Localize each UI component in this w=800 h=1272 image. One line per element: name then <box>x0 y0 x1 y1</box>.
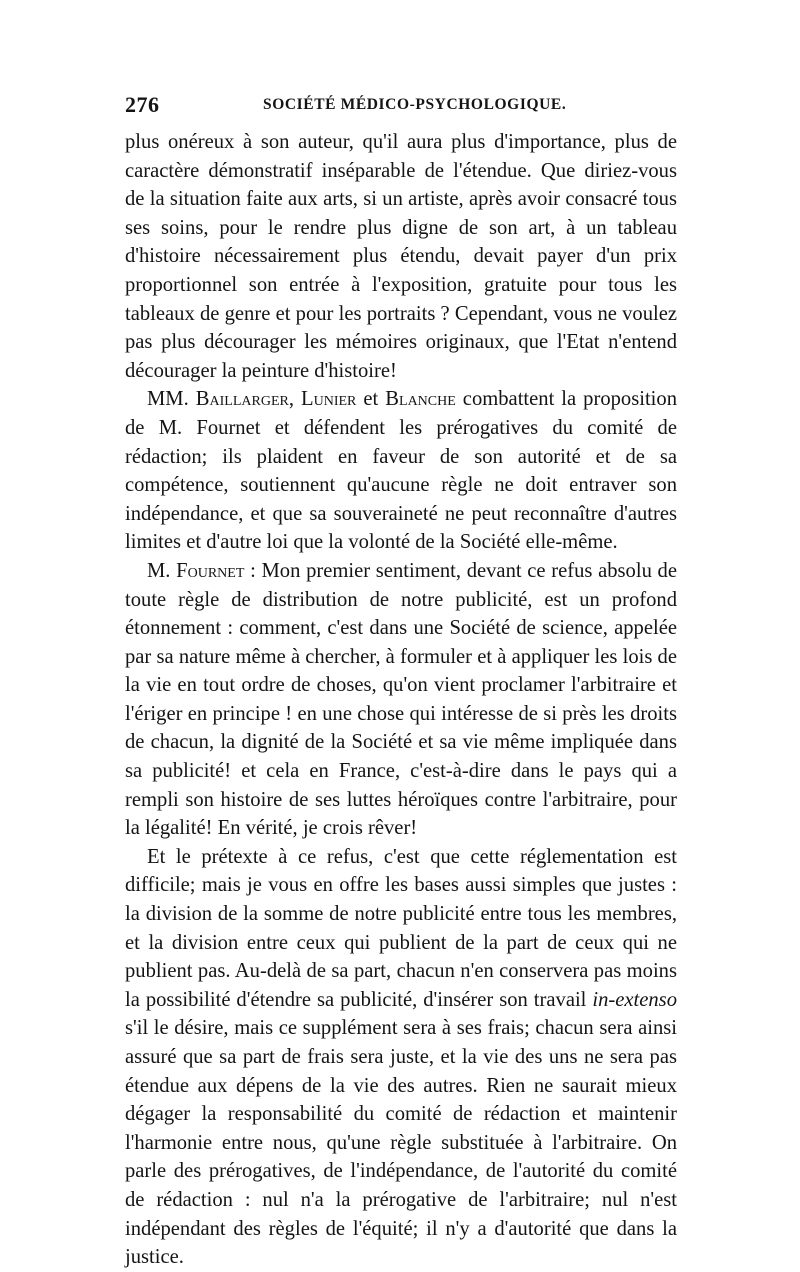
paragraph-text: Et le prétexte à ce refus, c'est que cette réglementation est difficile; mais je vous en offre les bases aussi simples que justes : la division de la somme de notre publicité entre tous les membres, et la division entre ceux qui publient de la part de ceux qui ne publient pas. Au-delà de sa part, chacun n'en conservera pas moins la possibilité d'étendre sa publicité, d'insérer son travail <box>125 845 677 1011</box>
speaker-prefix: MM. <box>147 388 189 411</box>
paragraph-continuation <box>125 128 677 385</box>
speaker-name-blanche: Blanche <box>385 388 456 411</box>
paragraph-text: plus onéreux à son auteur, qu'il aura plus d'importance, plus de caractère démonstratif inséparable de l'étendue. Que diriez-vous de la situation faite aux arts, si un artiste, après avoir consacré tous ses soins, pour le rendre plus digne de son art, à un tableau d'histoire nécessairement plus étendu, devait payer d'un prix proportionnel son entrée à l'exposition, gratuite pour tous les tableaux de genre et pour les portraits ? Cependant, vous ne voulez pas plus décourager les mémoires originaux, que l'Etat n'entend décourager la peinture d'histoire! <box>125 131 677 382</box>
separator: , <box>288 388 302 411</box>
speaker-name-fournet: Fournet <box>176 559 245 582</box>
body-text <box>125 128 677 1272</box>
running-title: SOCIÉTÉ MÉDICO-PSYCHOLOGIQUE. <box>263 96 567 113</box>
separator: et <box>356 388 386 411</box>
paragraph-text: combattent la proposition de M. Fournet et défendent les prérogatives du comité de rédaction; ils plaident en faveur de son autorité et de sa compétence, soutiennent qu'aucune règle ne doit entraver son indépendance, et que sa souveraineté ne peut reconnaître d'autres limites et d'autre loi que la volonté de la Société elle-même. <box>125 388 678 554</box>
paragraph-fournet-speech <box>125 557 677 843</box>
page-number: 276 <box>125 92 160 117</box>
italic-term: in-extenso <box>592 988 677 1011</box>
speaker-prefix: M. <box>147 559 171 582</box>
paragraph-rule-proposal <box>125 843 677 1272</box>
paragraph-text: s'il le désire, mais ce supplément sera à ses frais; chacun sera ainsi assuré que sa part de frais sera juste, et la vie des uns ne sera pas étendue aux dépens de la vie des autres. Rien ne saurait mieux dégager la responsabilité du comité de rédaction et maintenir l'harmonie entre nous, qu'une règle substituée à l'arbitraire. On parle des prérogatives, de l'indépendance, de l'autorité du comité de rédaction : nul n'a la prérogative de l'arbitraire; nul n'est indépendant des règles de l'équité; il n'y a d'autorité que dans la justice. <box>125 1017 677 1269</box>
paragraph-text: : Mon premier sentiment, devant ce refus absolu de toute règle de distribution de notre publicité, est un profond étonnement : comment, c'est dans une Société de science, appelée par sa nature même à chercher, à formuler et à appliquer les lois de la vie en tout ordre de choses, qu'on vient proclamer l'arbitraire et l'ériger en principe ! en une chose qui intéresse de si près les droits de chacun, la dignité de la Société et sa vie même impliquée dans sa publicité! et cela en France, c'est-à-dire dans le pays qui a rempli son histoire de ses luttes héroïques contre l'arbitraire, pour la légalité! En vérité, je crois rêver! <box>125 559 677 840</box>
paragraph-committee-response <box>125 385 677 557</box>
speaker-name-lunier: Lunier <box>301 388 357 411</box>
page-header <box>125 92 677 116</box>
speaker-name-baillarger: Baillarger <box>195 388 289 411</box>
